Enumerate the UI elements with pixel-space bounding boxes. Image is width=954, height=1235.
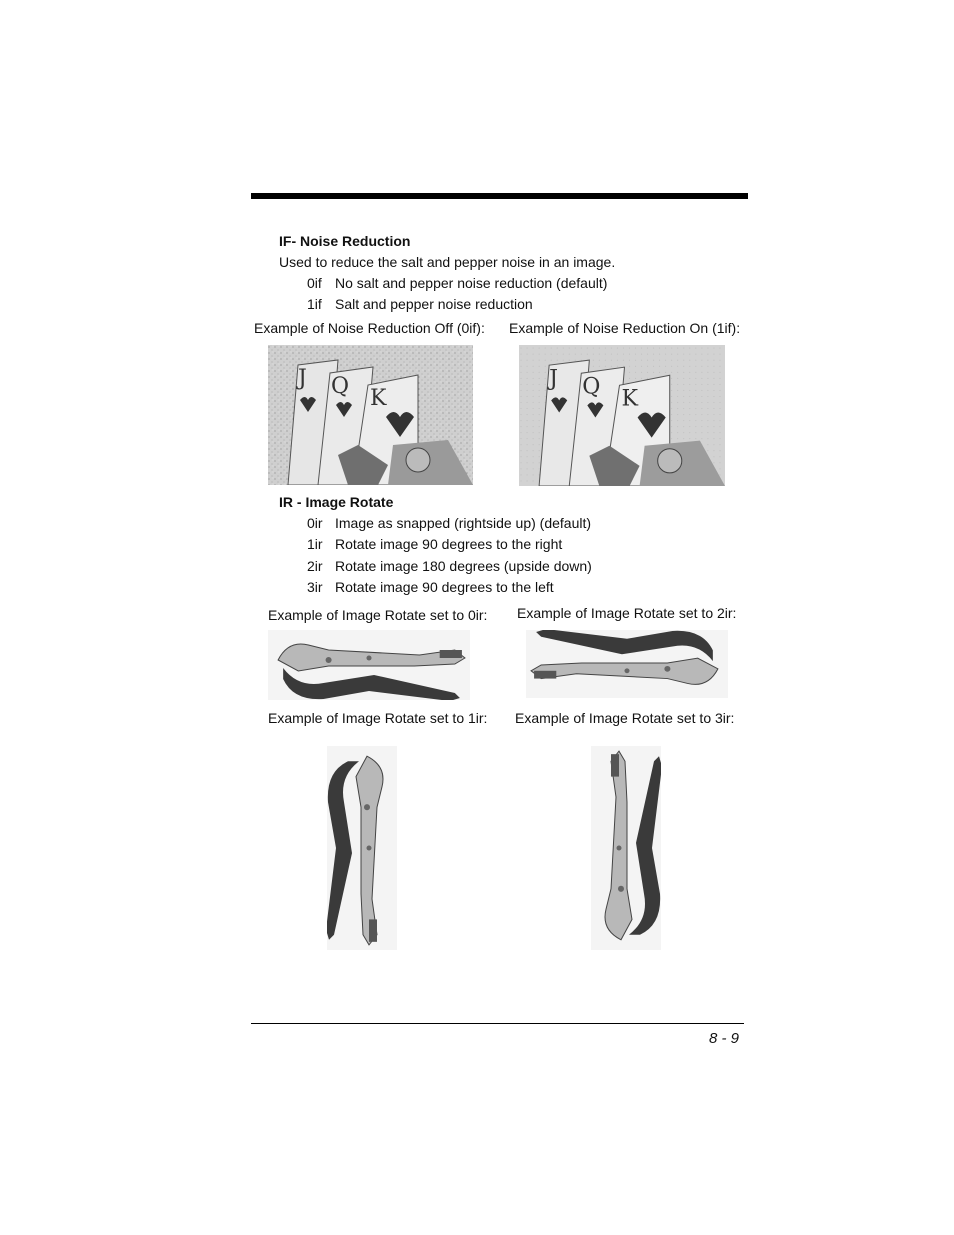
rotate-1ir-image <box>327 746 397 950</box>
card-letter: Q <box>582 373 601 400</box>
option-code: 1if <box>307 296 322 312</box>
option-label: Rotate image 90 degrees to the left <box>335 579 554 595</box>
option-code: 0if <box>307 275 322 291</box>
option-code: 2ir <box>307 558 323 574</box>
option-label: Image as snapped (rightside up) (default) <box>335 515 592 531</box>
noise-reduction-description: Used to reduce the salt and pepper noise in an image. <box>279 254 616 270</box>
card-letter: Q <box>331 374 350 399</box>
option-label: Rotate image 180 degrees (upside down) <box>335 558 592 574</box>
noise-on-example-image <box>519 345 725 486</box>
image-rotate-heading: IR - Image Rotate <box>279 494 394 510</box>
option-label: Salt and pepper noise reduction <box>335 296 533 312</box>
card-letter: J <box>549 365 559 392</box>
option-code: 3ir <box>307 579 323 595</box>
card-letter: J <box>298 366 307 391</box>
rotate-3ir-image <box>591 746 661 950</box>
option-label: Rotate image 90 degrees to the right <box>335 536 563 552</box>
option-label: No salt and pepper noise reduction (default) <box>335 275 608 291</box>
footer-rule <box>251 1023 744 1024</box>
card-letter: K <box>621 385 639 412</box>
option-code: 0ir <box>307 515 323 531</box>
noise-off-caption: Example of Noise Reduction Off (0if): <box>254 320 485 336</box>
option-code: 1ir <box>307 536 323 552</box>
rotate-0ir-caption: Example of Image Rotate set to 0ir: <box>268 607 488 623</box>
rotate-1ir-caption: Example of Image Rotate set to 1ir: <box>268 710 488 726</box>
rotate-2ir-caption: Example of Image Rotate set to 2ir: <box>517 605 737 621</box>
noise-off-example-image <box>268 345 473 485</box>
noise-on-caption: Example of Noise Reduction On (1if): <box>509 320 741 336</box>
noise-reduction-heading: IF- Noise Reduction <box>279 233 411 249</box>
rotate-0ir-image <box>268 630 470 700</box>
rotate-3ir-caption: Example of Image Rotate set to 3ir: <box>515 710 735 726</box>
card-letter: K <box>370 386 387 411</box>
page-number: 8 - 9 <box>709 1030 740 1047</box>
rotate-2ir-image <box>526 630 728 698</box>
header-rule <box>251 193 748 199</box>
